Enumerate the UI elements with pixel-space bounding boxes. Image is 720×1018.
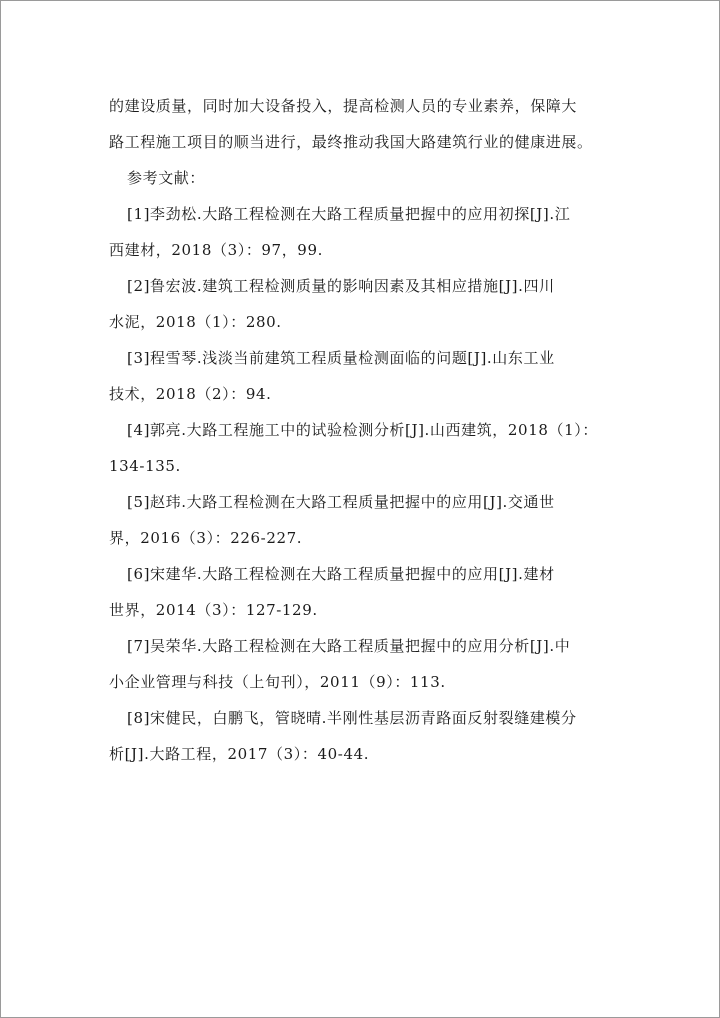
intro-line-1: 的建设质量，同时加大设备投入，提高检测人员的专业素养，保障大 (109, 97, 578, 115)
reference-line: [8]宋健民，白鹏飞，管晓晴.半刚性基层沥青路面反射裂缝建模分 (127, 709, 577, 727)
reference-line: [2]鲁宏波.建筑工程检测质量的影响因素及其相应措施[J].四川 (127, 277, 555, 295)
reference-line: 水泥，2018（1）：280. (109, 313, 282, 331)
reference-line: [6]宋建华.大路工程检测在大路工程质量把握中的应用[J].建材 (127, 565, 555, 583)
reference-line: 技术，2018（2）：94. (109, 385, 272, 403)
reference-line: 界，2016（3）：226-227. (109, 529, 303, 547)
reference-4 (109, 412, 621, 484)
reference-5 (109, 484, 621, 556)
reference-line: 134-135. (109, 457, 181, 475)
reference-3 (109, 340, 621, 412)
reference-line: [1]李劲松.大路工程检测在大路工程质量把握中的应用初探[J].江 (127, 205, 571, 223)
reference-2 (109, 268, 621, 340)
reference-line: 析[J].大路工程，2017（3）：40-44. (109, 745, 370, 763)
reference-line: 世界，2014（3）：127-129. (109, 601, 318, 619)
reference-6 (109, 556, 621, 628)
reference-line: [4]郭亮.大路工程施工中的试验检测分析[J].山西建筑，2018（1）： (127, 421, 598, 439)
reference-line: [3]程雪琴.浅淡当前建筑工程质量检测面临的问题[J].山东工业 (127, 349, 555, 367)
reference-7 (109, 628, 621, 700)
document-body (109, 88, 621, 772)
references-heading: 参考文献： (127, 169, 206, 187)
reference-line: [5]赵玮.大路工程检测在大路工程质量把握中的应用[J].交通世 (127, 493, 555, 511)
reference-line: 西建材，2018（3）：97，99. (109, 241, 323, 259)
reference-line: 小企业管理与科技（上旬刊），2011（9）：113. (109, 673, 446, 691)
reference-8 (109, 700, 621, 772)
reference-1 (109, 196, 621, 268)
intro-line-2: 路工程施工项目的顺当进行，最终推动我国大路建筑行业的健康进展。 (109, 133, 593, 151)
reference-line: [7]吴荣华.大路工程检测在大路工程质量把握中的应用分析[J].中 (127, 637, 571, 655)
